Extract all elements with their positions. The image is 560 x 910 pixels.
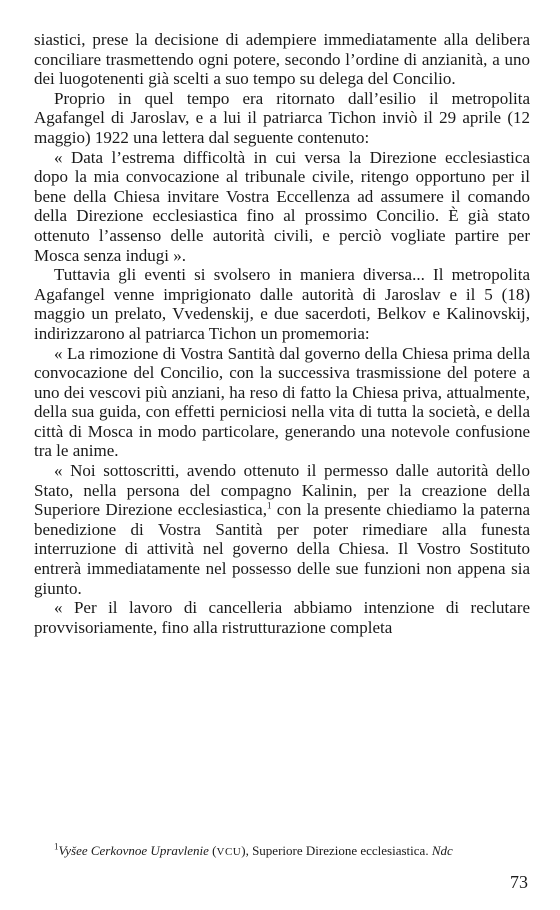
paragraph-7-quote: « Per il lavoro di cancelleria abbiamo intenzione di reclutare provvisoriamente, fino alla ristrutturazione completa xyxy=(34,598,530,637)
paragraph-6-part-2: con la presente chiediamo la paterna benedizione di Vostra Santità per poter rimediare alla funesta interruzione di attività nel governo della Chiesa. Il Vostro Sostituto entrerà immediatamente nel possesso delle sue funzioni non appena sia giunto. xyxy=(34,500,530,598)
paragraph-3-quote: « Data l’estrema difficoltà in cui versa la Direzione ecclesiastica dopo la mia convocazione al tribunale civile, ritengo opportuno per il bene della Chiesa invitare Vostra Eccellenza ad assumere il comando della Direzione ecclesiastica fino al prossimo Concilio. È già stato ottenuto l’assenso delle autorità civili, e perciò vogliate partire per Mosca senza indugi ». xyxy=(34,147,530,265)
paragraph-1: siastici, prese la decisione di adempiere immediatamente alla delibera conciliare trasmettendo ogni potere, secondo l’ordine di anzianità, a uno dei luogotenenti già scelti a suo tempo su delega del Concilio. xyxy=(34,30,530,89)
paragraph-6-part-1: « Noi sottoscritti, avendo ottenuto il permesso dalle autorità dello Stato, nella persona del compagno Kalinin, per la creazione della Superiore Direzione ecclesiastica, xyxy=(34,461,530,520)
paragraph-2: Proprio in quel tempo era ritornato dall’esilio il metropolita Agafangel di Jaroslav, e a lui il patriarca Tichon inviò il 29 aprile (12 maggio) 1922 una lettera dal seguente contenuto: xyxy=(34,88,530,147)
footnote-text: ), Superiore Direzione ecclesiastica. xyxy=(241,843,432,858)
footnote-marker: 1 xyxy=(54,841,59,852)
paragraph-4: Tuttavia gli eventi si svolsero in maniera diversa... Il metropolita Agafangel venne imprigionato dalle autorità di Jaroslav e il 5 (18) maggio un prelato, Vvedenskij, e due sacerdoti, Belkov e Kalinovskij, indirizzarono al patriarca Tichon un promemoria: xyxy=(34,265,530,343)
paragraph-6-quote xyxy=(34,461,530,598)
footnote-title: Vyšee Cerkovnoe Upravlenie xyxy=(58,843,209,858)
footnote-paren-open: ( xyxy=(208,843,217,858)
footnote-ndc: Ndc xyxy=(431,843,453,858)
footnotes xyxy=(34,843,530,860)
page-body xyxy=(34,30,530,637)
paragraph-5-quote: « La rimozione di Vostra Santità dal governo della Chiesa prima della convocazione del Concilio, con la successiva trasmissione del potere a uno dei vescovi più anziani, ha reso di fatto la Chiesa priva, attualmente, della sua guida, con effetti perniciosi nella vita di tutta la società, e della città di Mosca in modo particolare, generando una notevole confusione tra le anime. xyxy=(34,343,530,461)
footnote-abbr: VCU xyxy=(216,846,242,858)
footnote-1 xyxy=(34,843,530,860)
footnote-ref: 1 xyxy=(266,500,272,511)
page-number: 73 xyxy=(510,872,528,892)
